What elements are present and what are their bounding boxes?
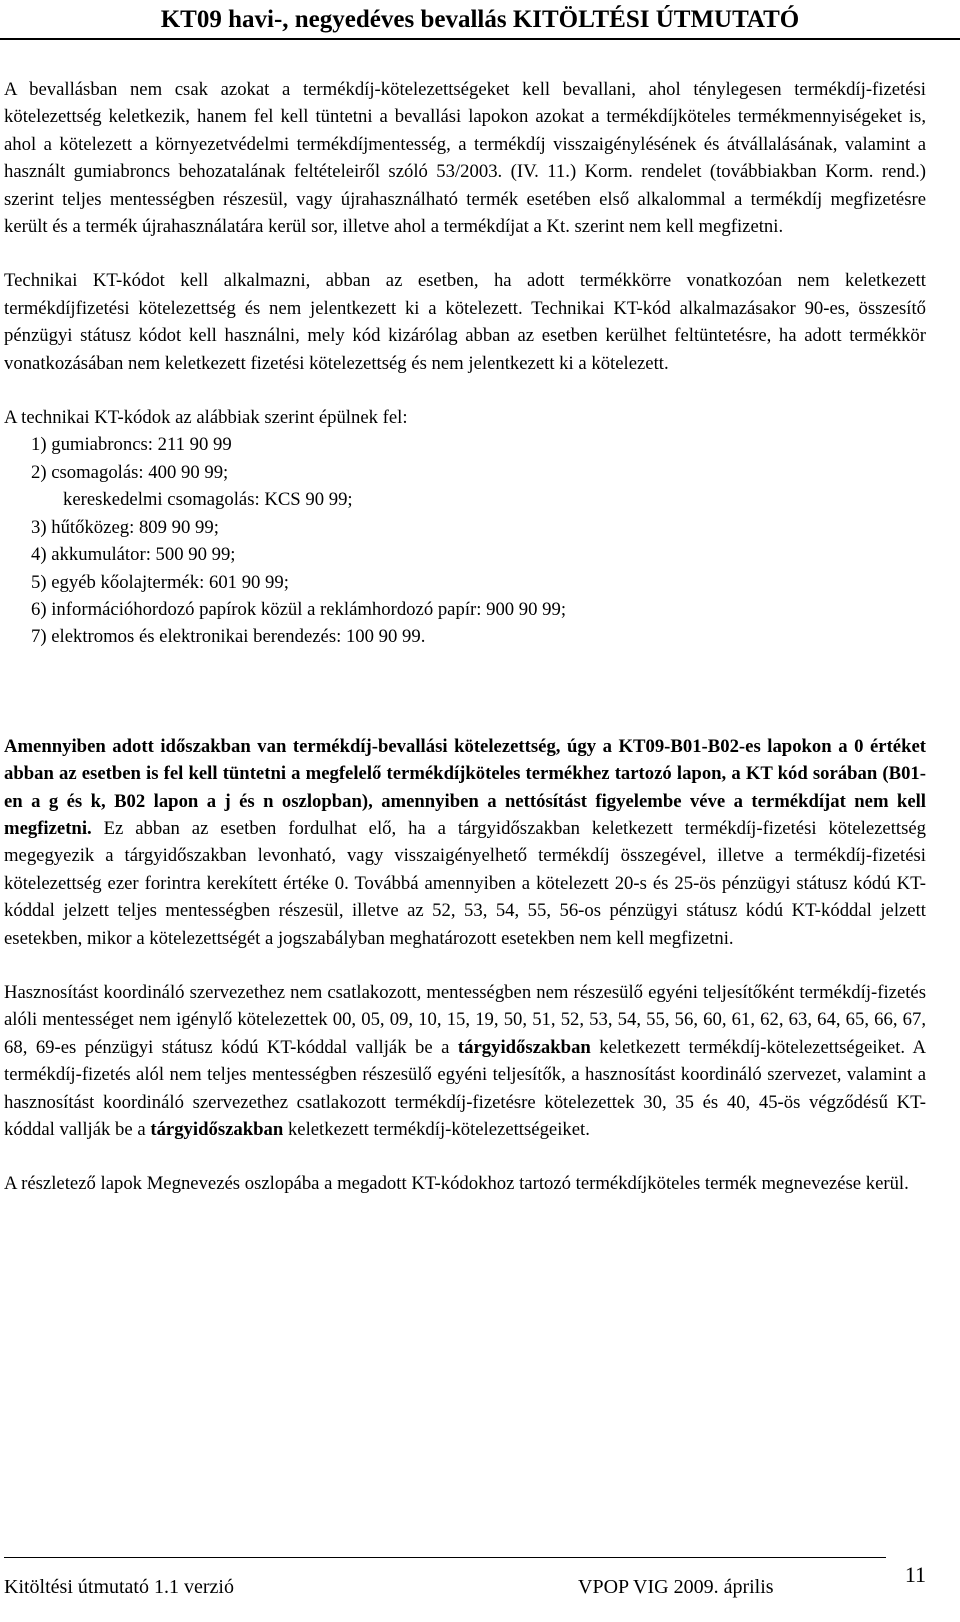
page-number: 11 — [904, 1562, 926, 1587]
list-intro: A technikai KT-kódok az alábbiak szerint épülnek fel: — [4, 407, 408, 429]
header-divider — [0, 38, 960, 40]
list-item: 5) egyéb kőolajtermék: 601 90 99; — [31, 571, 289, 593]
technical-code-list — [4, 431, 926, 650]
list-item: 1) gumiabroncs: 211 90 99 — [31, 434, 232, 456]
list-item: 7) elektromos és elektronikai berendezés: 100 90 99. — [31, 626, 426, 648]
list-item: 4) akkumulátor: 500 90 99; — [31, 544, 236, 566]
list-item: 2) csomagolás: 400 90 99; — [31, 461, 229, 483]
paragraph-zero-value — [4, 733, 926, 952]
paragraph-individual-performers — [4, 979, 926, 1143]
footer-issuer-date: VPOP VIG 2009. április — [578, 1576, 774, 1598]
bold-term: tárgyidőszakban — [150, 1119, 284, 1140]
paragraph-text: keletkezett termékdíj-kötelezettségeiket. A termékdíj-fizetés alól nem teljes mentességben részesülő egyéni teljesítők, a hasznosítást koordináló szervezet, valamint a hasznosítást koordináló szervezethez csatlakozott termékdíj-fizetésre kötelezettek 30, 35 és 40, 45-ös végződésű KT-kóddal vallják be a — [4, 1036, 926, 1140]
bold-statement: Amennyiben adott időszakban van termékdíj-bevallási kötelezettség, úgy a KT09-B01-B02-es lapokon a 0 értéket abban az esetben is fel kell tüntetni a megfelelő termékdíjköteles termékhez tartozó lapon, a KT kód sorában (B01-en a g és k, B02 lapon a j és n oszlopban), amennyiben a nettósítást figyelembe véve a termékdíjat nem kell megfizetni. — [4, 735, 926, 839]
paragraph-text: Ez abban az esetben fordulhat elő, ha a tárgyidőszakban keletkezett termékdíj-fizetési kötelezettség megegyezik a tárgyidőszakban levonható, vagy visszaigényelhető termékdíj összegével, illetve a termékdíj-fizetési kötelezettség ezer forintra kerekített értéke 0. Továbbá amennyiben a kötelezett 20-s és 25-ös pénzügyi státusz kódú KT-kóddal jelzett teljes mentességben részesül, illetve az 52, 53, 54, 55, 56-os pénzügyi státusz kódú KT-kóddal jelzett esetekben, mikor a kötelezettségét a jogszabályban meghatározott esetekben nem kell megfizetni. — [4, 817, 926, 949]
paragraph-declaration-scope: A bevallásban nem csak azokat a termékdíj-kötelezettségeket kell bevallani, ahol ténylegesen termékdíj-fizetési kötelezettség keletkezik, hanem fel kell tüntetni a bevallási lapokon azokat a termékdíjköteles termékmennyiségeket is, ahol a kötelezett a környezetvédelmi termékdíjmentesség, a termékdíj visszaigénylésének és átvállalásának, valamint a használt gumiabroncs behozatalának feltételeiről szóló 53/2003. (IV. 11.) Korm. rendelet (továbbiakban Korm. rend.) szerint teljes mentességben részesül, vagy újrahasználható termék esetében első alkalommal a termékdíj megfizetésre került és a termék újrahasználatára kerül sor, illetve ahol a termékdíjat a Kt. szerint nem kell megfizetni. — [4, 79, 926, 238]
list-item: 6) információhordozó papírok közül a reklámhordozó papír: 900 90 99; — [31, 598, 567, 620]
paragraph-text: Hasznosítást koordináló szervezethez nem csatlakozott, mentességben nem részesülő egyéni teljesítőként termékdíj-fizetés alóli mentességet nem igénylő kötelezettek 00, 05, 09, 10, 15, 19, 50, 51, 52, 53, 54, 55, 56, 60, 61, 62, 63, 64, 65, 66, 67, 68, 69-es pénzügyi státusz kódú KT-kóddal vallják be a — [4, 981, 926, 1058]
list-item: 3) hűtőközeg: 809 90 99; — [31, 516, 219, 538]
paragraph-designation: A részletező lapok Megnevezés oszlopába a megadott KT-kódokhoz tartozó termékdíjköteles termék megnevezése kerül. — [4, 1173, 909, 1195]
paragraph-text: keletkezett termékdíj-kötelezettségeiket. — [283, 1119, 590, 1140]
page-footer — [4, 1562, 926, 1608]
list-item: kereskedelmi csomagolás: KCS 90 99; — [63, 489, 353, 511]
footer-divider — [4, 1557, 886, 1558]
bold-term: tárgyidőszakban — [457, 1036, 591, 1058]
page-title: KT09 havi-, negyedéves bevallás KITÖLTÉSI ÚTMUTATÓ — [160, 6, 800, 33]
section-spacer — [4, 651, 926, 733]
footer-version: Kitöltési útmutató 1.1 verzió — [4, 1576, 234, 1598]
document-body — [4, 76, 926, 1198]
paragraph-technical-code: Technikai KT-kódot kell alkalmazni, abban az esetben, ha adott termékkörre vonatkozóan nem keletkezett termékdíjfizetési kötelezettség és nem jelentkezett ki a kötelezett. Technikai KT-kód alkalmazásakor 90-es, összesítő pénzügyi státusz kódot kell használni, mely kód kizárólag abban az esetben kerülhet feltüntetésre, ha adott termékkör vonatkozásában nem keletkezett fizetési kötelezettség és nem jelentkezett ki a kötelezett. — [4, 270, 926, 374]
page-header — [0, 0, 960, 40]
